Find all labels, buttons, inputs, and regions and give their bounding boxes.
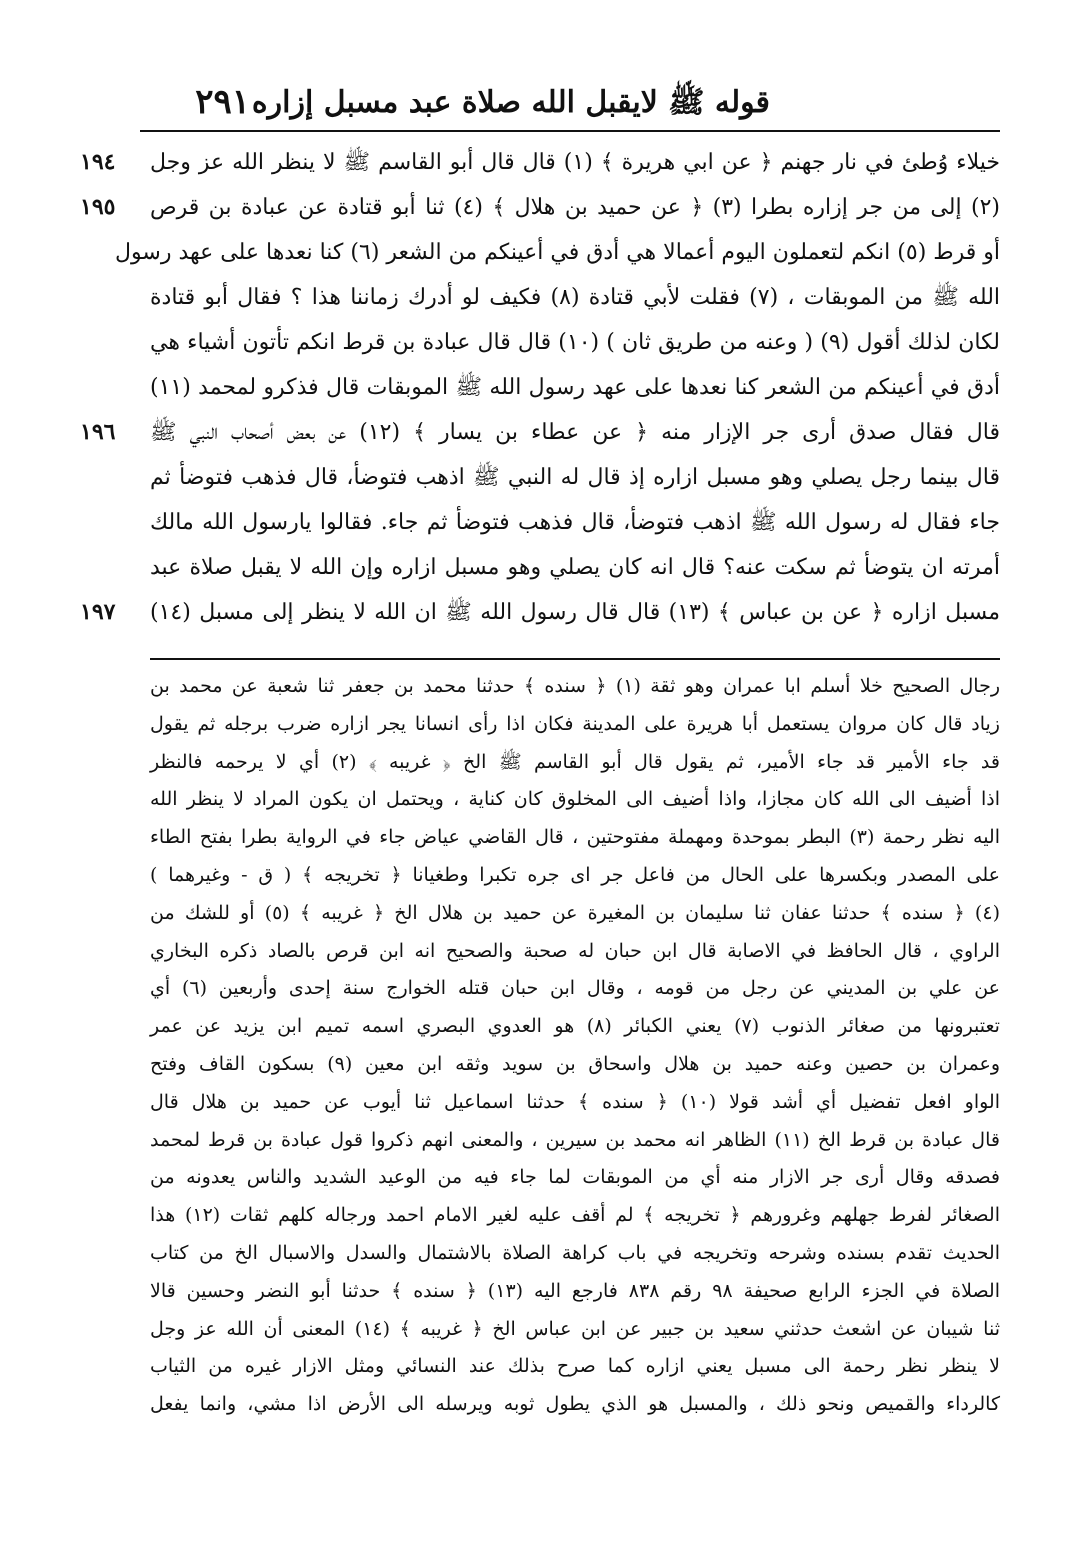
footnote-line: قال عبادة بن قرط الخ (١١) الظاهر انه محمد بن سيرين ، والمعنى انهم ذكروا قول عبادة بن قرط لمحمد [150, 1128, 1000, 1151]
page-number: ٢٩١ [195, 82, 250, 122]
footnote-line: على المصدر وبكسرها على الحال من فاعل جر اى جره تكبرا وطغيانا ﴿ تخريجه ﴾ ( ق - وغيرهما ) [150, 863, 1000, 886]
footnote-line: لا ينظر نظر رحمة الى مسبل يعني ازاره كما صرح بذلك عند النسائي ومثل الازار غيره من الثياب [150, 1355, 1000, 1378]
main-line: قال بينما رجل يصلي وهو مسبل ازاره إذ قال له النبي ﷺ اذهب فتوضأ، قال فذهب فتوضأ ثم [150, 465, 1000, 490]
page-header [140, 78, 1000, 128]
footnote-line: قد جاء الأمير قد جاء الأمير، ثم يقول قال أبو القاسم ﷺ الخ ﴿ غريبه ﴾ (٢) أي لا يرحمه فالنظر [150, 750, 1000, 773]
footnote-line: اليه نظر رحمة (٣) البطر بموحدة ومهملة مفتوحتين ، قال القاضي عياض جاء في الرواية بطرا بفتح الطاء [150, 826, 1001, 849]
main-text [115, 140, 1001, 635]
hadith-number: ١٩٥ [80, 194, 116, 220]
footnote-line: رجال الصحيح خلا أسلم ابا عمران وهو ثقة (١) ﴿ سنده ﴾ حدثنا محمد بن جعفر ثنا شعبة عن محمد بن [150, 675, 1001, 697]
footnote-line: كالرداء والقميص ونحو ذلك ، والمسبل هو الذي يطول ثوبه ويرسله الى الأرض اذا مشي، وانما يفعل [150, 1393, 1000, 1416]
hadith-number: ١٩٧ [80, 599, 116, 625]
footnote-line: وعمران بن حصين وعنه حميد بن هلال واسحاق بن سويد وثقه ابن معين (٩) بسكون القاف وفتح [150, 1052, 1000, 1075]
main-line: أدق في أعينكم من الشعر كنا نعدها على عهد رسول الله ﷺ الموبقات قال فذكرو لمحمد (١١) [150, 375, 1000, 400]
footnote-line: الصغائر لفرط جهلهم وغرورهم ﴿ تخريجه ﴾ لم أقف عليه لغير الامام احمد ورجاله كلهم ثقات (١٢) هذا [150, 1204, 1000, 1227]
main-line: (٢) إلى من جر إزاره بطرا (٣) ﴿ عن حميد بن هلال ﴾ (٤) ثنا أبو قتادة عن عبادة بن قرص [150, 195, 1000, 220]
footnote-line: الواو افعل تفضيل أي أشد قولا (١٠) ﴿ سنده ﴾ حدثنا اسماعيل ثنا أيوب عن حميد بن هلال قال [150, 1090, 1000, 1113]
main-line: خيلاء وُطئ في نار جهنم ﴿ عن ابي هريرة ﴾ (١) قال قال أبو القاسم ﷺ لا ينظر الله عز وجل [150, 150, 1000, 175]
main-line: جاء فقال له رسول الله ﷺ اذهب فتوضأ، قال فذهب فتوضأ ثم جاء. فقالوا يارسول الله مالك [150, 510, 1000, 535]
footnote-line: الصلاة في الجزء الرابع صحيفة ٩٨ رقم ٨٣٨ فارجع اليه (١٣) ﴿ سنده ﴾ حدثنا أبو النضر وحسين قالا [150, 1279, 1000, 1302]
main-line: أمرته ان يتوضأ ثم سكت عنه؟ قال انه كان يصلي وهو مسبل ازاره وإن الله لا يقبل صلاة عبد [150, 555, 1000, 580]
main-line: أو قرط (٥) انكم لتعملون اليوم أعمالا هي أدق في أعينكم من الشعر (٦) كنا نعدها على عهد رسول [115, 240, 1000, 265]
footnotes [150, 668, 1000, 1424]
footnote-line: الحديث تقدم بسنده وشرحه وتخريجه في باب كراهة الصلاة بالاشتمال والسدل والاسبال الخ من كتاب [150, 1241, 1000, 1264]
footnote-line: الراوي ، قال الحافظ في الاصابة قال ابن حبان له صحبة والصحيح انه ابن قرص بالصاد ذكره البخاري [150, 939, 1000, 962]
footnote-line: تعتبرونها من صغائر الذنوب (٧) يعني الكبائر (٨) هو العدوي البصري اسمه تميم ابن يزيد عن عمر [150, 1015, 1000, 1038]
footnote-line: عن علي بن المديني عن رجل من قومه ، وقال ابن حبان قتله الخوارج سنة إحدى وأربعين (٦) أي [150, 977, 1000, 1000]
footnote-line: فصدقه وقال أرى جر الازار منه أي من الموبقات لما جاء فيه من الوعيد الشديد والناس يعدونه من [150, 1166, 1000, 1189]
footnote-line: (٤) ﴿ سنده ﴾ حدثنا عفان ثنا سليمان بن المغيرة عن حميد بن هلال الخ ﴿ غريبه ﴾ (٥) أو للشك من [150, 901, 1000, 924]
footnote-line: زياد قال كان مروان يستعمل أبا هريرة على المدينة فكان اذا رأى انسانا يجر ازاره ضرب برجله ثم يقول [150, 712, 1000, 735]
footnote-divider [150, 658, 1000, 660]
main-line: الله ﷺ من الموبقات ، (٧) فقلت لأبي قتادة (٨) فكيف لو أدرك زماننا هذا ؟ فقال أبو قتادة [150, 285, 1001, 310]
hadith-number: ١٩٤ [80, 149, 116, 175]
header-rule [140, 130, 1000, 132]
footnote-line: ثنا شيبان عن اشعث حدثني سعيد بن جبير عن ابن عباس الخ ﴿ غريبه ﴾ (١٤) المعنى أن الله عز وجل [150, 1317, 1000, 1340]
hadith-number: ١٩٦ [80, 419, 116, 445]
main-line: مسبل ازاره ﴿ عن بن عباس ﴾ (١٣) قال قال رسول الله ﷺ ان الله لا ينظر إلى مسبل (١٤) [150, 600, 1000, 625]
main-line: قال فقال صدق أرى جر الإزار منه ﴿ عن عطاء بن يسار ﴾ (١٢) عن بعض أصحاب النبي ﷺ [150, 420, 1000, 445]
running-title: قوله ﷺ لايقبل الله صلاة عبد مسبل إزاره [251, 85, 770, 120]
main-line: لكان لذلك أقول (٩) ( وعنه من طريق ثان ) (١٠) قال قال عبادة بن قرط انكم تأتون أشياء هي [150, 330, 1000, 355]
footnote-line: اذا أضيف الى الله كان مجازا، واذا أضيف الى المخلوق كان كناية ، ويحتمل ان يكون المراد لا ينظر الله [150, 788, 1000, 811]
